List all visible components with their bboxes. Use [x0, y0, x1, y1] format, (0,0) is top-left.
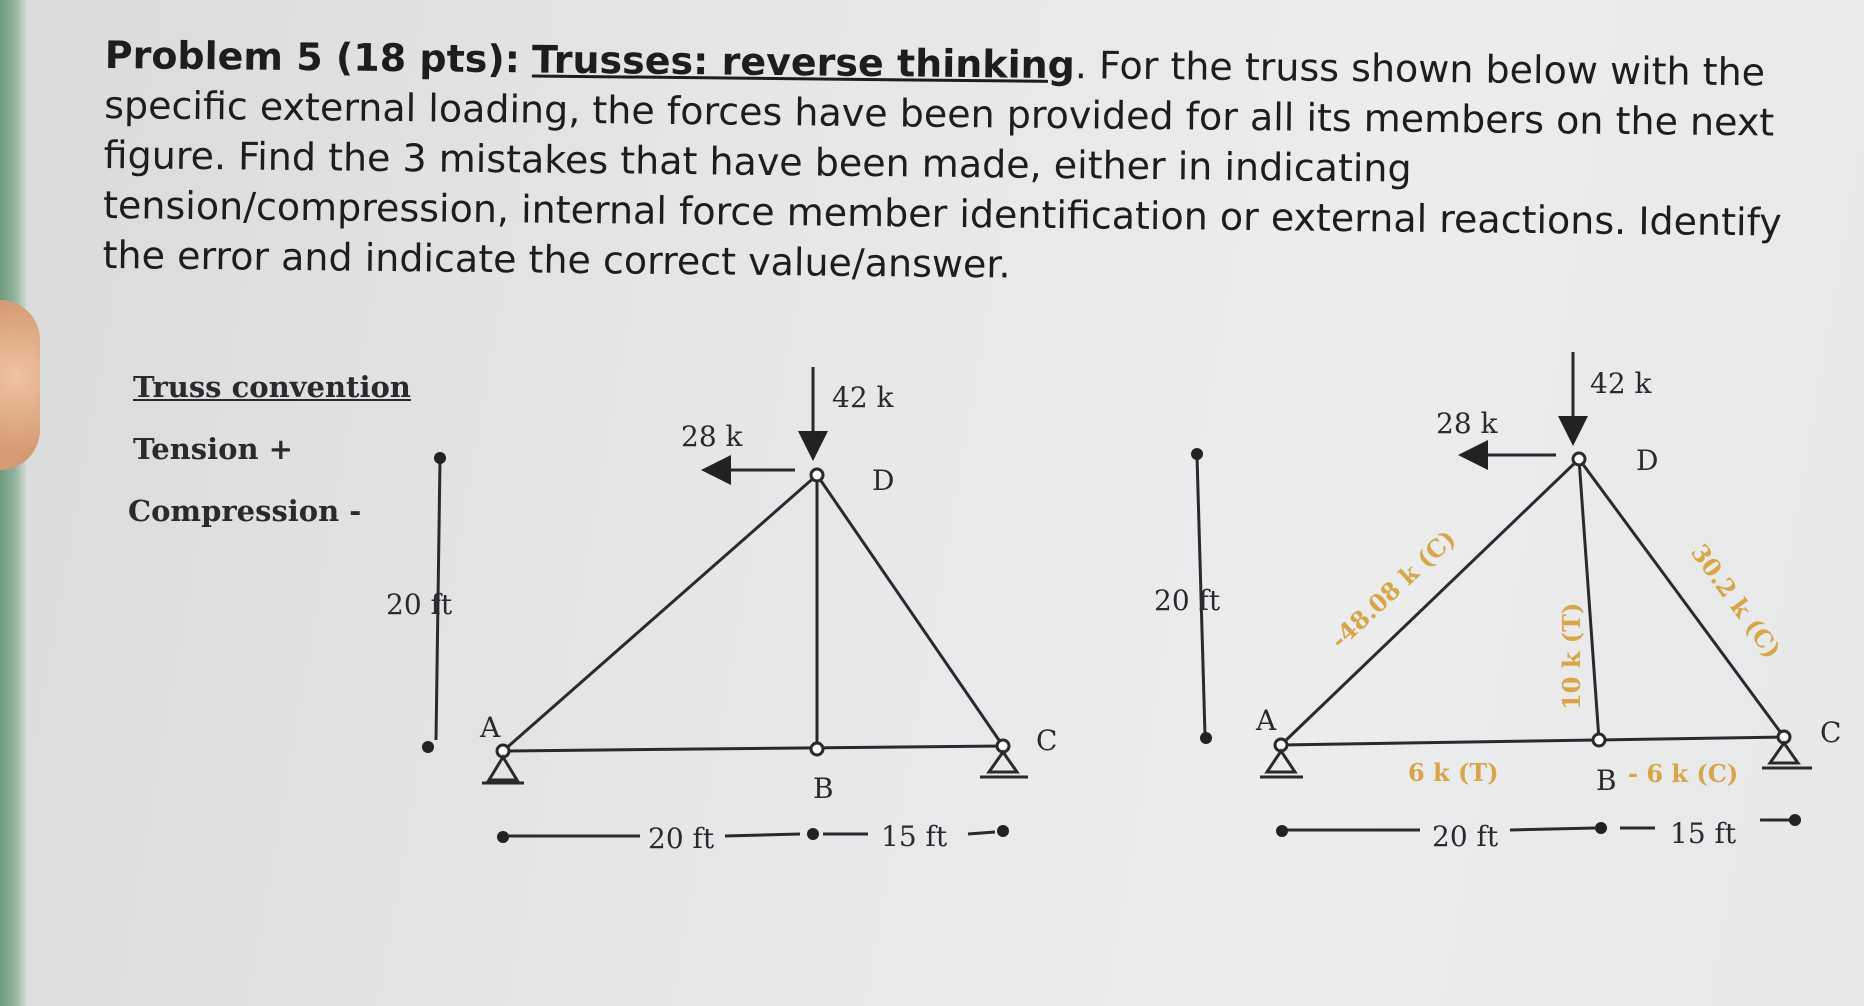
roller-support-c-left	[989, 752, 1017, 772]
member-cd-right	[1579, 459, 1784, 737]
force-bc: - 6 k (C)	[1628, 759, 1739, 788]
node-c-right: C	[1820, 716, 1842, 749]
joint-b-right	[1593, 734, 1605, 746]
node-a-right: A	[1256, 704, 1277, 737]
load-label-vertical-left: 42 k	[832, 381, 894, 414]
force-cd: 30.2 k (C)	[1685, 538, 1788, 664]
load-label-horizontal-right: 28 k	[1436, 407, 1498, 440]
convention-tension: Tension +	[133, 432, 293, 466]
node-d-right: D	[1636, 444, 1659, 477]
node-a-left: A	[480, 711, 501, 744]
load-label-vertical-right: 42 k	[1590, 367, 1652, 400]
member-abc-left	[503, 746, 1003, 751]
problem-text: . For the truss shown below with the specific external loading, the forces have been provided for all its members on the next figure. Find the 3 mistakes that have been made, either in indicating tension/compression, internal force member identification or external reactions. Identify the error and indicate the correct value/answer.	[102, 43, 1783, 287]
node-c-left: C	[1036, 724, 1058, 757]
node-b-left: B	[813, 772, 834, 805]
problem-title: Trusses: reverse thinking	[531, 37, 1076, 88]
node-b-right: B	[1596, 764, 1617, 797]
convention-title: Truss convention	[133, 370, 411, 404]
span-left-label-right: 20 ft	[1432, 820, 1499, 853]
problem-label: Problem 5 (18 pts):	[104, 32, 521, 82]
force-ab: 6 k (T)	[1408, 758, 1499, 787]
force-ad: -48.08 k (C)	[1324, 523, 1462, 655]
span-left-label-left: 20 ft	[648, 822, 715, 855]
span-right-label-right: 15 ft	[1670, 817, 1737, 850]
member-cd-left	[817, 475, 1003, 746]
height-label-right: 20 ft	[1154, 584, 1221, 617]
joint-d-right	[1573, 453, 1585, 465]
pin-support-a-right	[1267, 751, 1295, 772]
joint-d-left	[811, 469, 823, 481]
node-d-left: D	[872, 464, 895, 497]
joint-b-left	[811, 743, 823, 755]
member-ad-left	[503, 475, 817, 751]
load-label-horizontal-left: 28 k	[681, 420, 743, 453]
force-bd: 10 k (T)	[1557, 602, 1586, 710]
member-ad-right	[1281, 459, 1579, 745]
span-right-label-left: 15 ft	[881, 820, 948, 853]
convention-compression: Compression -	[128, 494, 362, 528]
pin-support-a-left	[489, 757, 517, 780]
height-label-left: 20 ft	[386, 588, 453, 621]
roller-support-c-right	[1770, 743, 1798, 763]
member-abc-right	[1281, 737, 1784, 745]
